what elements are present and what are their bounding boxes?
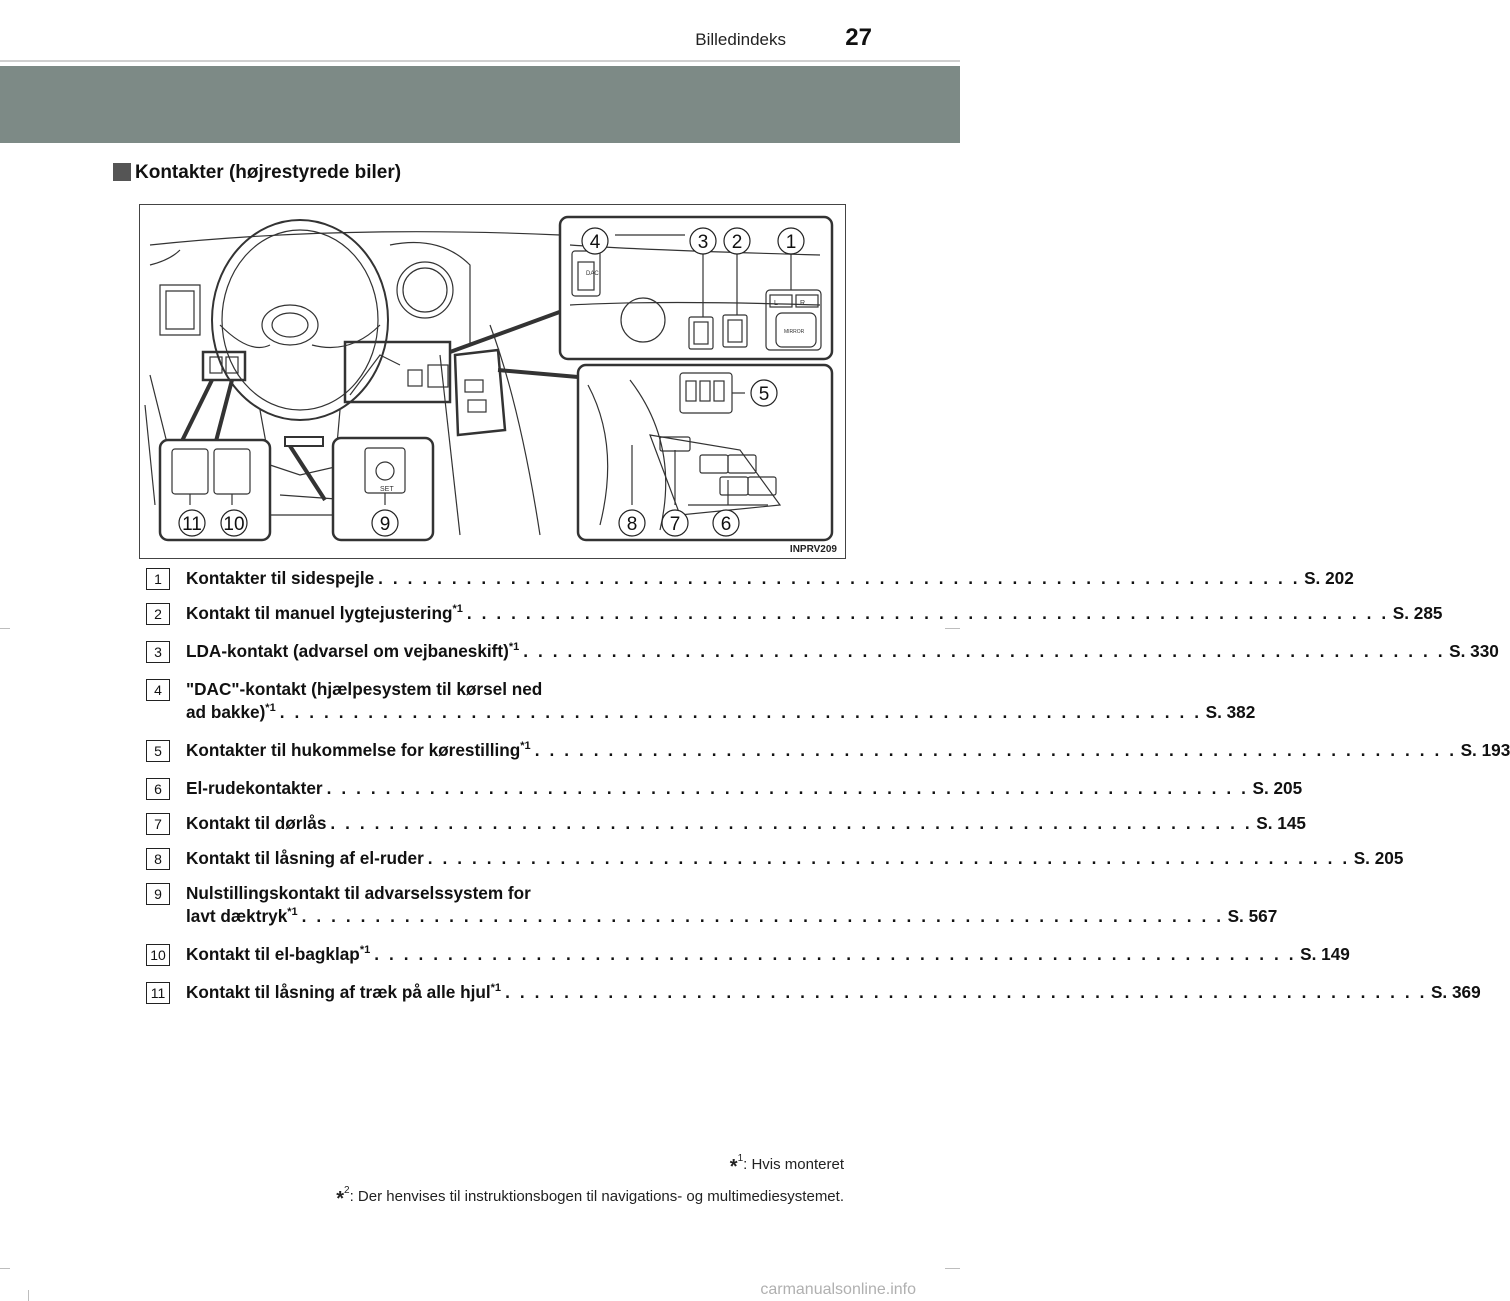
item-number: 1 xyxy=(146,568,170,590)
list-item: 5 Kontakter til hukommelse for kørestilling *1 . . . . . . . . . . . . . . . . . . . . . . . . . . . . . . . . . . . . . . . . . . . . . . . . . . . . . . . . . . . . . . . S. 193 xyxy=(146,739,816,765)
item-page-ref: S. 205 xyxy=(1252,778,1303,798)
item-footnote-ref: *1 xyxy=(508,641,520,653)
section-title: Kontakter (højrestyrede biler) xyxy=(135,162,402,183)
header-divider xyxy=(0,60,960,62)
callout-8-label: 8 xyxy=(626,514,638,535)
item-label-line1: "DAC"-kontakt (hjælpesystem til kørsel ned xyxy=(186,679,543,699)
item-label: Kontakt til manuel lygtejustering xyxy=(186,603,453,623)
item-label: Kontakt til låsning af el-ruder xyxy=(186,848,424,868)
item-page-ref: S. 145 xyxy=(1256,813,1306,833)
item-footnote-ref: *1 xyxy=(359,944,371,956)
list-item: 6 El-rudekontakter . . . . . . . . . . . . . . . . . . . . . . . . . . . . . . . . . . . . . . . . . . . . . . . . . . . . . . . . . . . . . . . S. 205 xyxy=(146,777,816,800)
list-item: 9 Nulstillingskontakt til advarselssystem for lavt dæktryk *1 . . . . . . . . . . . . . . . . . . . . . . . . . . . . . . . . . . . . . . . . . . . . . . . . . . . . . . . . . . . . . . . S. 567 xyxy=(146,882,816,931)
item-number: 8 xyxy=(146,848,170,870)
item-number: 11 xyxy=(146,982,170,1004)
list-item: 3 LDA-kontakt (advarsel om vejbaneskift) *1 . . . . . . . . . . . . . . . . . . . . . . . . . . . . . . . . . . . . . . . . . . . . . . . . . . . . . . . . . . . . . . . S. 330 xyxy=(146,640,816,666)
crop-mark xyxy=(945,628,960,629)
callout-2-label: 2 xyxy=(731,232,743,253)
crop-mark xyxy=(28,1290,29,1301)
callout-10-label: 10 xyxy=(223,514,245,535)
item-footnote-ref: *1 xyxy=(490,982,502,994)
item-number: 6 xyxy=(146,778,170,800)
callout-11-label: 11 xyxy=(182,514,202,535)
item-label: lavt dæktryk xyxy=(186,906,288,926)
item-footnote-ref: *1 xyxy=(452,603,463,615)
footnote-2: *$^2$: Der henvises til instruktionsbogen til navigations- og multimediesystemet. xyxy=(336,1185,844,1210)
item-number: 10 xyxy=(146,944,170,966)
dashboard-illustration xyxy=(140,205,845,558)
list-item: 8 Kontakt til låsning af el-ruder . . . . . . . . . . . . . . . . . . . . . . . . . . . . . . . . . . . . . . . . . . . . . . . . . . . . . . . . . . . . . . . S. 205 xyxy=(146,847,816,870)
callout-3-label: 3 xyxy=(697,232,709,253)
item-label: Kontakter til sidespejle xyxy=(186,568,375,588)
callout-1-label: 1 xyxy=(785,232,797,253)
item-footnote-ref: *1 xyxy=(265,702,276,714)
switches-figure xyxy=(139,204,846,559)
item-page-ref: S. 567 xyxy=(1227,906,1278,926)
crop-mark xyxy=(0,628,10,629)
mirror-label: MIRROR xyxy=(784,329,805,335)
item-page-ref: S. 382 xyxy=(1205,702,1256,722)
watermark: carmanualsonline.info xyxy=(760,1281,916,1298)
figure-code: INPRV209 xyxy=(789,544,837,555)
crop-mark xyxy=(945,1268,960,1269)
item-page-ref: S. 369 xyxy=(1430,982,1481,1002)
crop-mark xyxy=(0,1268,10,1269)
item-page-ref: S. 330 xyxy=(1449,641,1499,661)
list-item: 11 Kontakt til låsning af træk på alle hjul *1 . . . . . . . . . . . . . . . . . . . . . . . . . . . . . . . . . . . . . . . . . . . . . . . . . . . . . . . . . . . . . . . S. 369 xyxy=(146,981,816,1007)
callout-6-label: 6 xyxy=(720,514,732,535)
item-label-line1: Nulstillingskontakt til advarselssystem for xyxy=(186,883,531,903)
callout-5-label: 5 xyxy=(758,384,770,405)
item-number: 5 xyxy=(146,740,170,762)
list-item: 7 Kontakt til dørlås . . . . . . . . . . . . . . . . . . . . . . . . . . . . . . . . . . . . . . . . . . . . . . . . . . . . . . . . . . . . . . . S. 145 xyxy=(146,812,816,835)
item-label: Kontakter til hukommelse for kørestilling xyxy=(186,740,521,760)
item-number: 4 xyxy=(146,679,170,701)
item-number: 2 xyxy=(146,603,170,625)
item-page-ref: S. 205 xyxy=(1353,848,1404,868)
mirror-left-label: L xyxy=(774,300,778,307)
list-item: 4 "DAC"-kontakt (hjælpesystem til kørsel ned ad bakke) *1 . . . . . . . . . . . . . . . . . . . . . . . . . . . . . . . . . . . . . . . . . . . . . . . . . . . . . . . . . . . . . . . S. 382 xyxy=(146,678,816,727)
item-page-ref: S. 202 xyxy=(1304,568,1354,588)
item-number: 3 xyxy=(146,641,170,663)
dac-switch-label: DAC xyxy=(586,271,599,277)
page-header xyxy=(0,0,960,62)
item-label: Kontakt til el-bagklap xyxy=(186,944,360,964)
set-label: SET xyxy=(380,486,394,493)
list-item: 1 Kontakter til sidespejle . . . . . . . . . . . . . . . . . . . . . . . . . . . . . . . . . . . . . . . . . . . . . . . . . . . . . . . . . . . . . . . S. 202 xyxy=(146,567,816,590)
item-page-ref: S. 193 xyxy=(1460,740,1510,760)
switch-list xyxy=(146,567,1510,1019)
list-item: 2 Kontakt til manuel lygtejustering *1 . . . . . . . . . . . . . . . . . . . . . . . . . . . . . . . . . . . . . . . . . . . . . . . . . . . . . . . . . . . . . . . S. 285 xyxy=(146,602,816,628)
header-section-name: Billedindeks xyxy=(695,30,786,49)
header-band xyxy=(0,66,960,143)
item-label: ad bakke) xyxy=(186,702,266,722)
item-number: 7 xyxy=(146,813,170,835)
item-label: Kontakt til låsning af træk på alle hjul xyxy=(186,982,491,1002)
item-label: El-rudekontakter xyxy=(186,778,323,798)
list-item: 10 Kontakt til el-bagklap *1 . . . . . . . . . . . . . . . . . . . . . . . . . . . . . . . . . . . . . . . . . . . . . . . . . . . . . . . . . . . . . . . S. 149 xyxy=(146,943,816,969)
item-label: Kontakt til dørlås xyxy=(186,813,327,833)
item-footnote-ref: *1 xyxy=(520,740,531,752)
callout-9-label: 9 xyxy=(379,514,391,535)
mirror-right-label: R xyxy=(800,300,806,307)
item-page-ref: S. 285 xyxy=(1392,603,1443,623)
item-page-ref: S. 149 xyxy=(1300,944,1350,964)
header-page-number: 27 xyxy=(845,24,872,51)
item-label: LDA-kontakt (advarsel om vejbaneskift) xyxy=(186,641,509,661)
item-footnote-ref: *1 xyxy=(287,906,298,918)
section-marker-icon xyxy=(113,163,131,181)
footnote-1: *$^1$: Hvis monteret xyxy=(729,1153,844,1178)
callout-7-label: 7 xyxy=(669,514,681,535)
callout-4-label: 4 xyxy=(589,232,601,253)
item-number: 9 xyxy=(146,883,170,905)
